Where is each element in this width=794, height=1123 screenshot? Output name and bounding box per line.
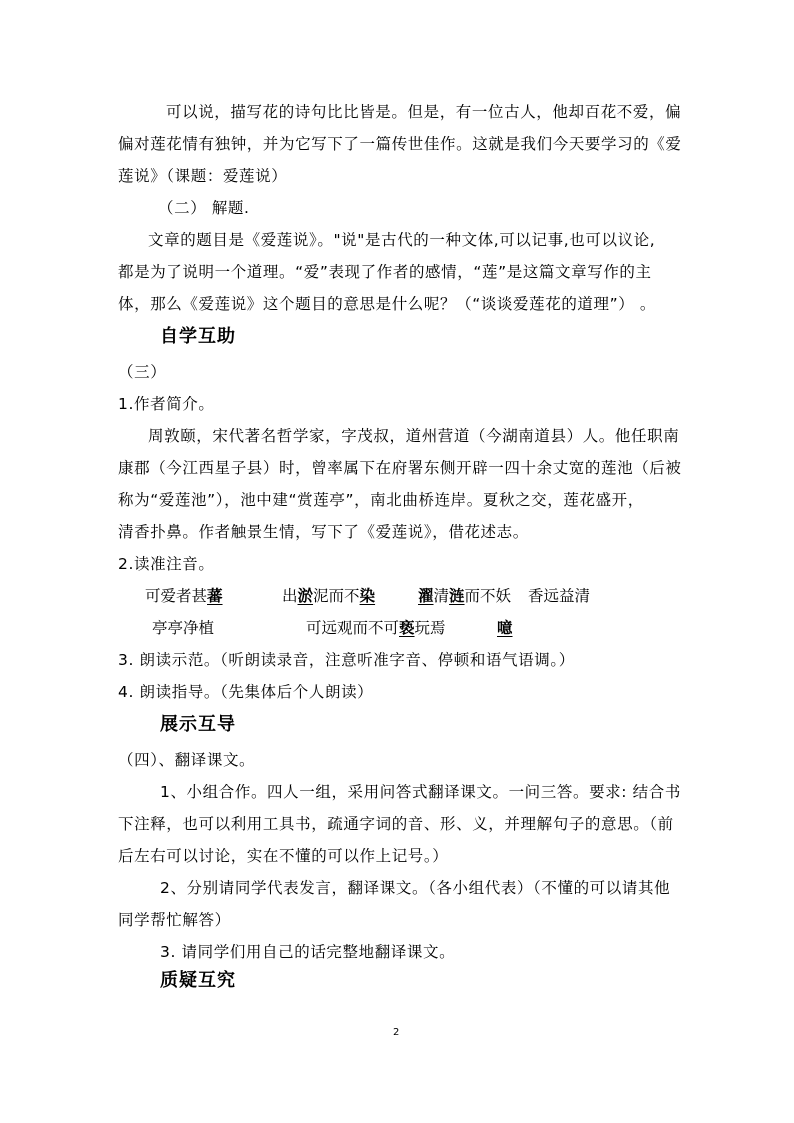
item-pronunciation: 2.读准注音。 [118,555,215,573]
pron-word-3: 濯清涟而不妖 [418,587,512,605]
item-reading-demo: 3. 朗读示范。（听朗读录音，注意听准字音、停顿和语气语调。） [118,651,575,669]
pron-word-7: 噫 [497,619,513,637]
item-author-intro: 1.作者简介。 [118,395,215,413]
zixue-label: （三） [118,363,167,381]
pron-word-6: 可远观而不可亵玩焉 [306,619,446,637]
section-heading-zhanshi: 展示互导 [160,714,236,735]
section-heading-zhiyi: 质疑互究 [160,970,236,991]
pron-word-1: 可爱者甚蕃 [145,587,223,605]
pron-word-2: 出淤泥而不染 [282,587,376,605]
zhanshi-p1-line-3: 后左右可以讨论，实在不懂的可以作上记号。） [118,847,449,865]
zhanshi-p1-line-1: 1、小组合作。四人一组，采用问答式翻译课文。一问三答。要求: 结合书 [160,783,681,801]
pron-char: 涟 [449,587,465,605]
jieti-line-2: 都是为了说明一个道理。“爱”表现了作者的感情，“莲”是这篇文章写作的主 [118,263,652,281]
zhanshi-p2-line-1: 2、分别请同学代表发言，翻译课文。（各小组代表）（不懂的可以请其他 [160,879,671,897]
jieti-label: （二） 解题. [158,199,250,217]
bio-line-2: 康郡（今江西星子县）时，曾率属下在府署东侧开辟一四十余丈宽的莲池（后被 [118,459,682,477]
zhanshi-p2-line-2: 同学帮忙解答） [118,911,231,929]
pron-char: 濯 [418,587,434,605]
pron-char: 染 [359,587,376,605]
intro-line-2: 偏对莲花情有独钟，并为它写下了一篇传世佳作。这就是我们今天要学习的《爱 [118,135,682,153]
pron-word-5: 亭亭净植 [152,619,215,637]
bio-line-4: 清香扑鼻。作者触景生情，写下了《爱莲说》，借花述志。 [118,523,529,541]
intro-line-1: 可以说，描写花的诗句比比皆是。但是，有一位古人，他却百花不爱，偏 [166,103,682,121]
zhanshi-p3: 3. 请同学们用自己的话完整地翻译课文。 [160,943,456,961]
pron-char: 蕃 [207,587,223,605]
zhanshi-p1-line-2: 下注释，也可以利用工具书，疏通字词的音、形、义，并理解句子的意思。（前 [118,815,674,833]
jieti-line-1: 文章的题目是《爱莲说》。"说"是古代的一种文体,可以记事,也可以议论, [148,231,656,249]
item-reading-guide: 4. 朗读指导。（先集体后个人朗读） [118,683,374,701]
pron-word-4: 香远益清 [528,587,591,605]
page-number: 2 [393,1027,400,1038]
intro-line-3: 莲说》（课题：爱莲说） [118,167,288,185]
section-heading-zixue: 自学互助 [160,326,236,347]
bio-line-3: 称为“爱莲池”），池中建“赏莲亭”，南北曲桥连岸。夏秋之交，莲花盛开， [118,491,644,509]
pron-char: 淤 [297,587,314,605]
bio-line-1: 周敦颐，宋代著名哲学家，字茂叔，道州营道（今湖南道县）人。他任职南 [148,427,680,445]
pron-char: 亵 [399,619,415,637]
jieti-line-3: 体，那么《爱莲说》这个题目的意思是什么呢？（“谈谈爱莲花的道理”） 。 [118,295,656,313]
zhanshi-label: （四）、翻译课文。 [118,751,256,769]
